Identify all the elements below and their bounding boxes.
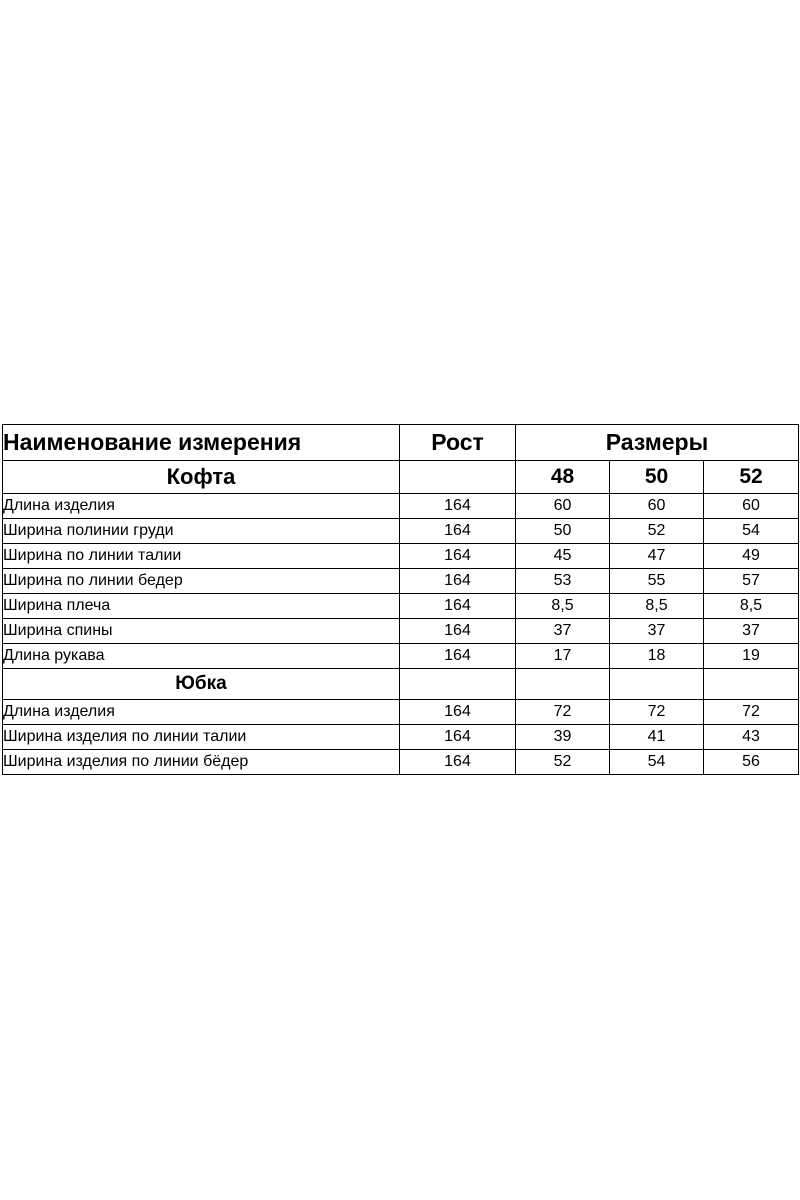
- section-empty-cell: [704, 669, 799, 700]
- row-value: 72: [610, 700, 704, 725]
- row-value: 60: [516, 494, 610, 519]
- row-value: 17: [516, 644, 610, 669]
- table-row: [3, 750, 799, 775]
- row-value: 54: [610, 750, 704, 775]
- section-row-top: [3, 461, 799, 494]
- table-row: [3, 519, 799, 544]
- row-value: 72: [704, 700, 799, 725]
- row-value: 43: [704, 725, 799, 750]
- table-row: [3, 725, 799, 750]
- row-value: 37: [610, 619, 704, 644]
- row-value: 60: [704, 494, 799, 519]
- row-name: Длина изделия: [3, 494, 400, 519]
- row-name: Ширина изделия по линии бёдер: [3, 750, 400, 775]
- size-head-48: 48: [516, 461, 610, 494]
- row-height: 164: [400, 619, 516, 644]
- row-height: 164: [400, 594, 516, 619]
- row-value: 57: [704, 569, 799, 594]
- size-chart-table: [2, 424, 799, 775]
- table-row: [3, 594, 799, 619]
- section-title-top: Кофта: [3, 461, 400, 494]
- size-head-52: 52: [704, 461, 799, 494]
- row-value: 8,5: [516, 594, 610, 619]
- table-row: [3, 494, 799, 519]
- row-value: 60: [610, 494, 704, 519]
- row-value: 54: [704, 519, 799, 544]
- row-height: 164: [400, 700, 516, 725]
- row-name: Длина рукава: [3, 644, 400, 669]
- row-height: 164: [400, 494, 516, 519]
- row-value: 8,5: [610, 594, 704, 619]
- row-value: 39: [516, 725, 610, 750]
- header-name-cell: Наименование измерения: [3, 425, 400, 461]
- row-value: 41: [610, 725, 704, 750]
- row-value: 37: [516, 619, 610, 644]
- section-empty-cell: [516, 669, 610, 700]
- table-row: [3, 544, 799, 569]
- row-value: 72: [516, 700, 610, 725]
- row-value: 52: [516, 750, 610, 775]
- row-name: Ширина по линии талии: [3, 544, 400, 569]
- row-name: Длина изделия: [3, 700, 400, 725]
- row-value: 45: [516, 544, 610, 569]
- row-value: 37: [704, 619, 799, 644]
- header-sizes-cell: Размеры: [516, 425, 799, 461]
- header-height-cell: Рост: [400, 425, 516, 461]
- row-name: Ширина плеча: [3, 594, 400, 619]
- row-height: 164: [400, 725, 516, 750]
- row-value: 47: [610, 544, 704, 569]
- size-head-50: 50: [610, 461, 704, 494]
- row-value: 19: [704, 644, 799, 669]
- row-value: 18: [610, 644, 704, 669]
- table-row: [3, 569, 799, 594]
- table-row: [3, 644, 799, 669]
- row-value: 56: [704, 750, 799, 775]
- row-value: 50: [516, 519, 610, 544]
- section-title-skirt: Юбка: [3, 669, 400, 700]
- row-height: 164: [400, 544, 516, 569]
- header-row: [3, 425, 799, 461]
- table-row: [3, 619, 799, 644]
- row-name: Ширина изделия по линии талии: [3, 725, 400, 750]
- row-height: 164: [400, 569, 516, 594]
- row-value: 52: [610, 519, 704, 544]
- row-name: Ширина по линии бедер: [3, 569, 400, 594]
- row-name: Ширина полинии груди: [3, 519, 400, 544]
- section-empty-height: [400, 461, 516, 494]
- row-height: 164: [400, 519, 516, 544]
- section-empty-cell: [400, 669, 516, 700]
- row-value: 49: [704, 544, 799, 569]
- section-empty-cell: [610, 669, 704, 700]
- table-row: [3, 700, 799, 725]
- row-value: 8,5: [704, 594, 799, 619]
- section-row-skirt: [3, 669, 799, 700]
- row-name: Ширина спины: [3, 619, 400, 644]
- row-value: 53: [516, 569, 610, 594]
- row-height: 164: [400, 750, 516, 775]
- row-height: 164: [400, 644, 516, 669]
- row-value: 55: [610, 569, 704, 594]
